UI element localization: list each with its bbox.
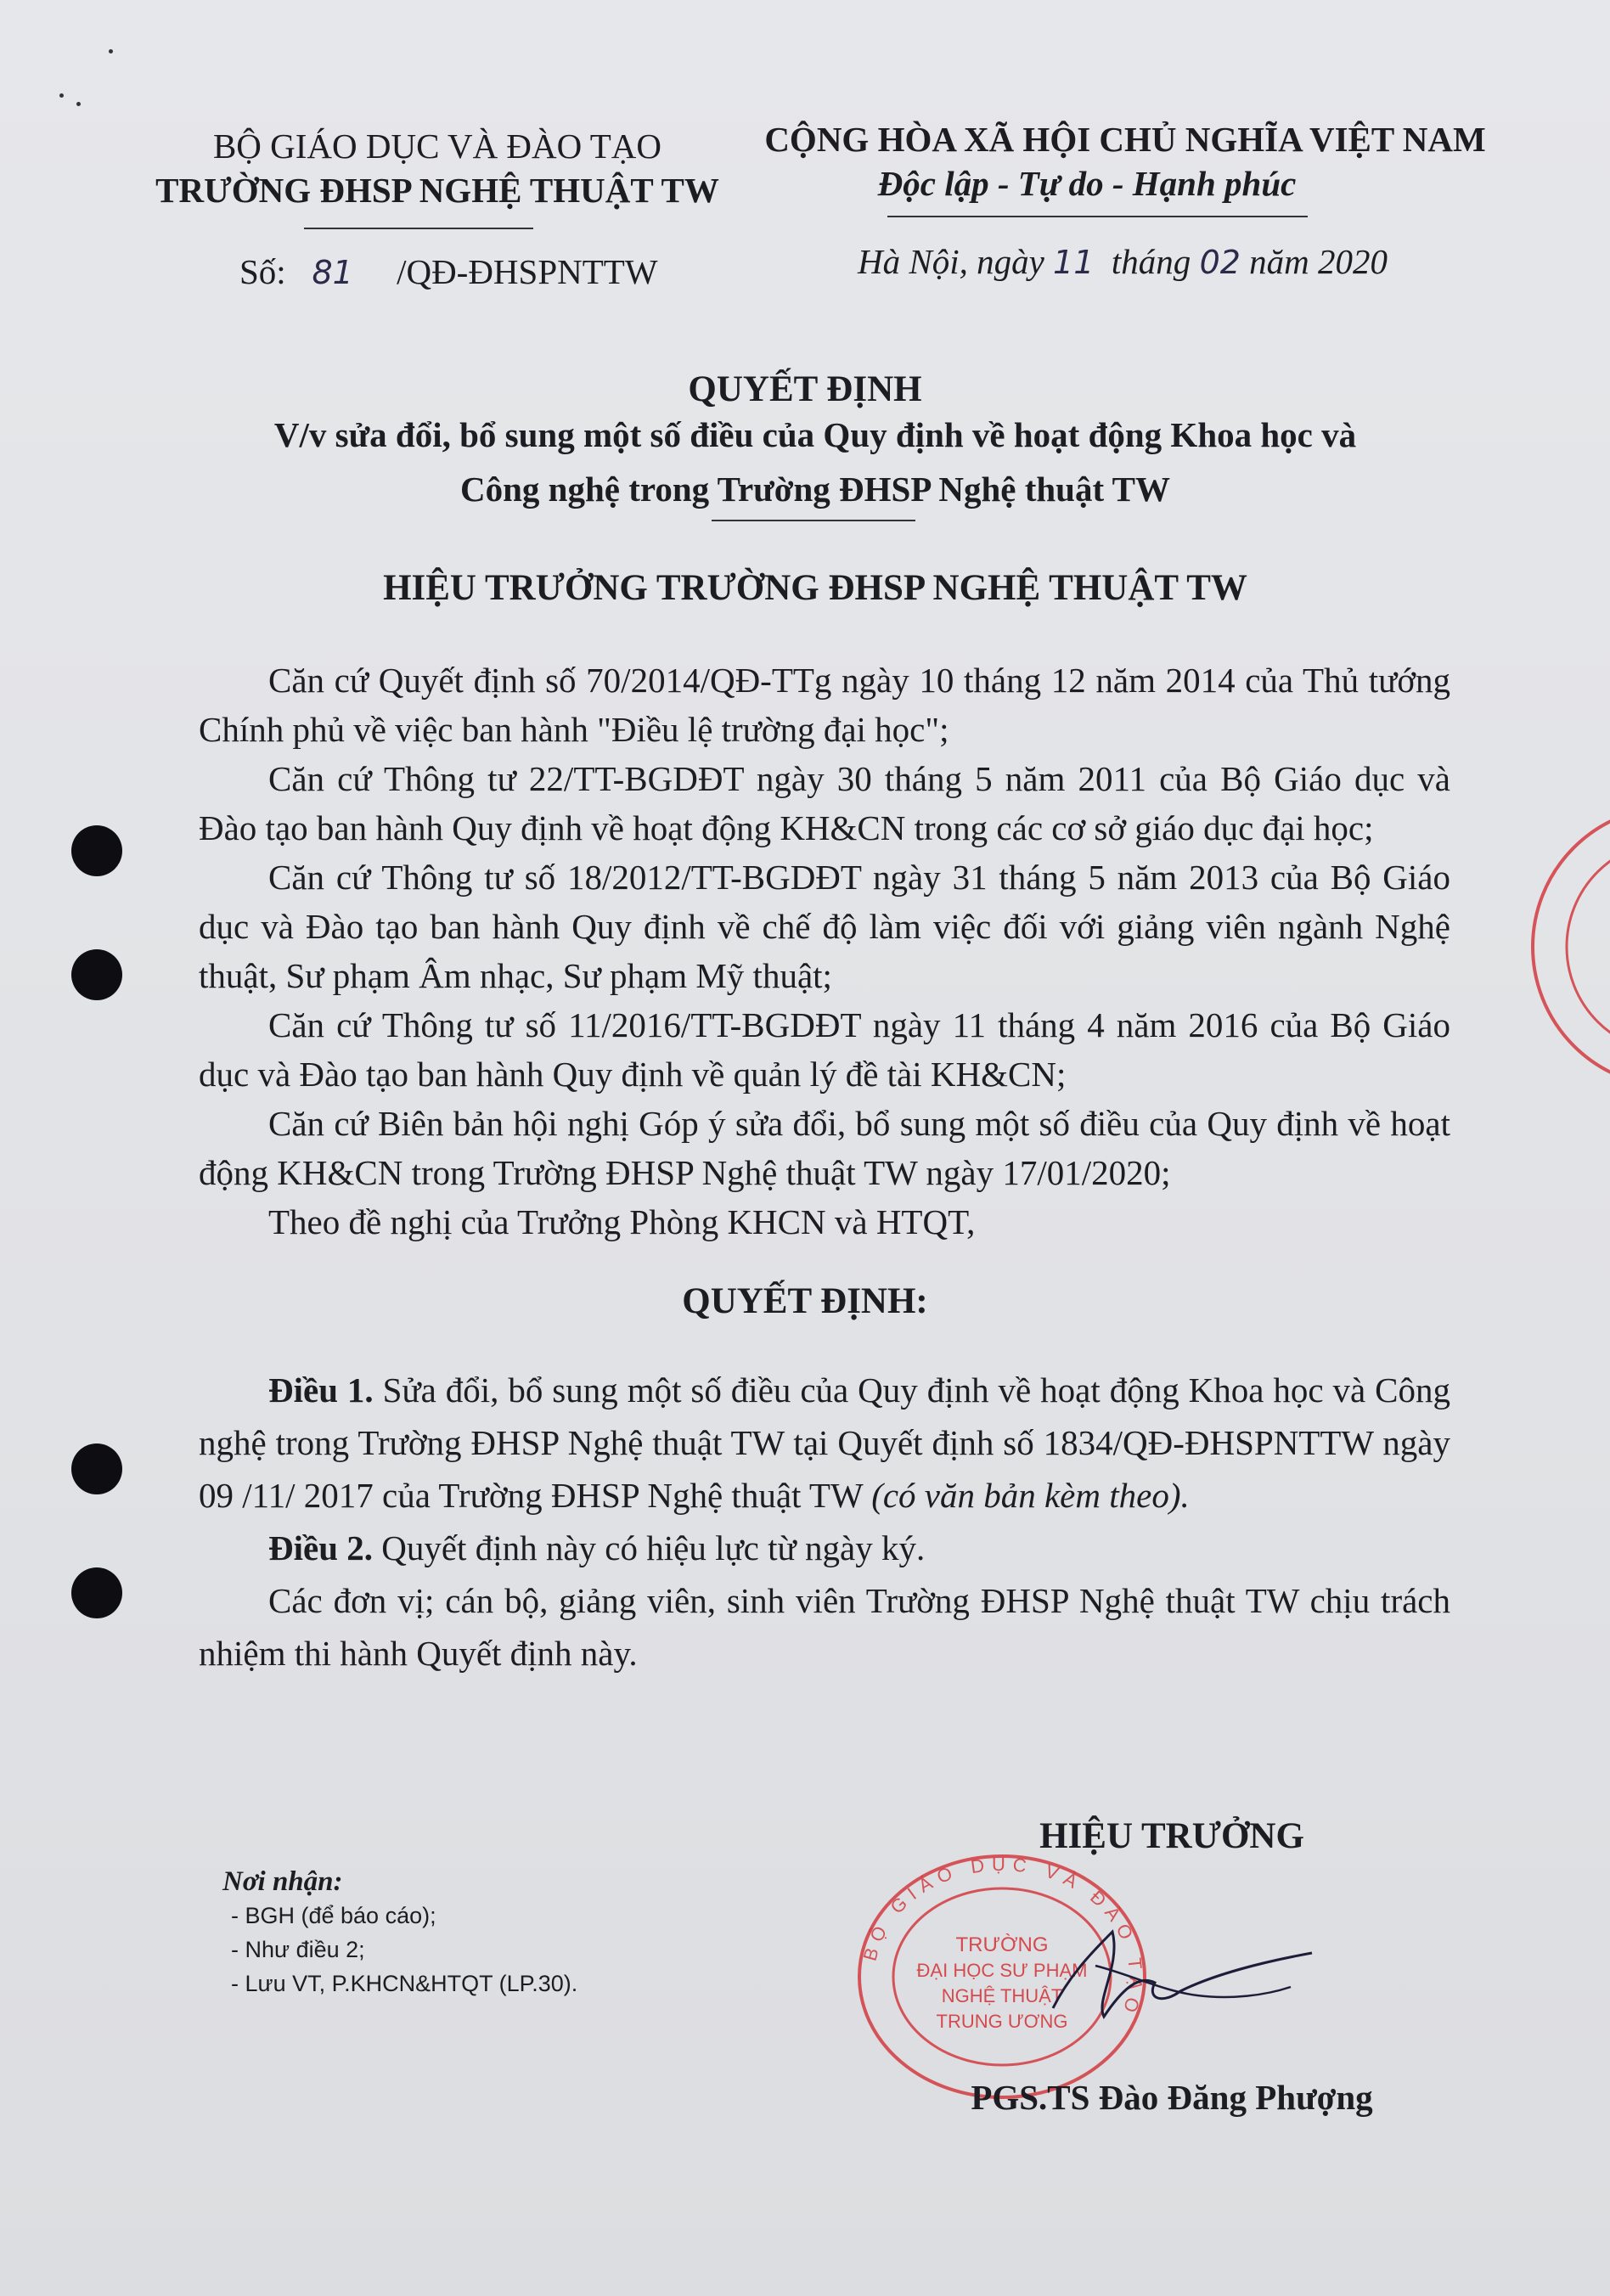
ministry-name: BỘ GIÁO DỤC VÀ ĐÀO TẠO [212,127,662,166]
recipient-item: - BGH (để báo cáo); [231,1903,436,1928]
basis-item: Căn cứ Thông tư số 18/2012/TT-BGDĐT ngày 31 tháng 5 năm 2013 của Bộ Giáo dục và Đào tạo ban hành Quy định về chế độ làm việc đối với giảng viên ngành Nghệ thuật, Sư phạm Âm nhạc, Sư phạm Mỹ thuật; [199,858,1450,995]
issuing-authority: HIỆU TRƯỞNG TRƯỜNG ĐHSP NGHỆ THUẬT TW [383,568,1247,608]
article-1 [199,1364,1450,1522]
basis-item: Căn cứ Biên bản hội nghị Góp ý sửa đổi, bổ sung một số điều của Quy định về hoạt động KH&CN trong Trường ĐHSP Nghệ thuật TW ngày 17/01/2020; [199,1104,1450,1192]
article-2 [199,1522,1450,1574]
recipient-item: - Như điều 2; [231,1937,365,1962]
decision-heading: QUYẾT ĐỊNH: [682,1281,928,1321]
number-prefix: Số: [239,252,286,291]
stamp-line-3: NGHỆ THUẬT [941,1985,1063,2006]
header-left-underline [304,228,533,229]
article-2-text: Quyết định này có hiệu lực từ ngày ký. [381,1528,926,1567]
punch-hole [71,1567,122,1618]
signer-name: PGS.TS Đào Đăng Phượng [971,2078,1373,2117]
stamp-line-4: TRUNG ƯƠNG [936,2011,1068,2032]
header-right-underline [887,216,1308,217]
article-1-note: (có văn bản kèm theo). [871,1476,1190,1515]
country-name: CỘNG HÒA XÃ HỘI CHỦ NGHĨA VIỆT NAM [764,120,1486,159]
document-date [858,241,1388,282]
school-name: TRƯỜNG ĐHSP NGHỆ THUẬT TW [155,171,719,210]
handwritten-signature [1044,1915,1316,2034]
punch-hole [71,825,122,876]
speck [76,102,81,106]
basis-item: Căn cứ Thông tư 22/TT-BGDĐT ngày 30 tháng 5 năm 2011 của Bộ Giáo dục và Đào tạo ban hành Quy định về hoạt động KH&CN trong các cơ sở giáo dục đại học; [199,759,1450,847]
basis-item: Căn cứ Thông tư số 11/2016/TT-BGDĐT ngày 11 tháng 4 năm 2016 của Bộ Giáo dục và Đào tạo ban hành Quy định về quản lý đề tài KH&CN; [199,1005,1450,1094]
article-2-label: Điều 2. [268,1528,373,1567]
recipient-item: - Lưu VT, P.KHCN&HTQT (LP.30). [231,1971,578,1996]
subject-underline [712,520,915,521]
motto: Độc lập - Tự do - Hạnh phúc [877,164,1297,203]
closing-clause: Các đơn vị; cán bộ, giảng viên, sinh viên Trường ĐHSP Nghệ thuật TW chịu trách nhiệm thi hành Quyết định này. [199,1581,1450,1673]
date-month: 02 [1199,244,1241,281]
subject-line-2: Công nghệ trong Trường ĐHSP Nghệ thuật TW [460,470,1170,509]
speck [59,93,64,98]
date-month-label: tháng [1111,242,1191,281]
basis-item: Theo đề nghị của Trưởng Phòng KHCN và HTQT, [268,1202,976,1241]
articles [199,1364,1450,1680]
date-place: Hà Nội, ngày [858,242,1044,281]
subject-line-1: V/v sửa đổi, bổ sung một số điều của Quy định về hoạt động Khoa học và [273,415,1357,454]
stamp-edge-fragment [1528,794,1610,1100]
number-suffix: /QĐ-ĐHSPNTTW [397,252,658,291]
stamp-ring-text: BỘ GIÁO DỤC VÀ ĐÀO TẠO [858,1853,1147,2022]
speck [109,49,113,53]
document-number [239,251,658,292]
punch-hole [71,949,122,1000]
article-1-text: Sửa đổi, bổ sung một số điều của Quy định về hoạt động Khoa học và Công nghệ trong Trường ĐHSP Nghệ thuật TW tại Quyết định số 1834/QĐ-ĐHSPNTTW ngày 09 /11/ 2017 của Trường ĐHSP Nghệ thuật TW [199,1370,1450,1515]
basis-item: Căn cứ Quyết định số 70/2014/QĐ-TTg ngày 10 tháng 12 năm 2014 của Thủ tướng Chính phủ về việc ban hành "Điều lệ trường đại học"; [199,661,1450,749]
date-day: 11 [1053,244,1095,281]
recipients [222,1865,577,2001]
punch-hole [71,1443,122,1494]
document-title: QUYẾT ĐỊNH [688,369,922,409]
stamp-line-1: TRƯỜNG [955,1933,1049,1956]
stamp-line-2: ĐẠI HỌC SƯ PHẠM [916,1960,1088,1981]
article-1-label: Điều 1. [268,1370,374,1410]
legal-bases [199,656,1450,1246]
date-year: năm 2020 [1249,242,1388,281]
number-handwritten: 81 [312,254,353,291]
signer-title: HIỆU TRƯỞNG [1039,1816,1304,1856]
recipients-label: Nơi nhận: [222,1866,343,1897]
